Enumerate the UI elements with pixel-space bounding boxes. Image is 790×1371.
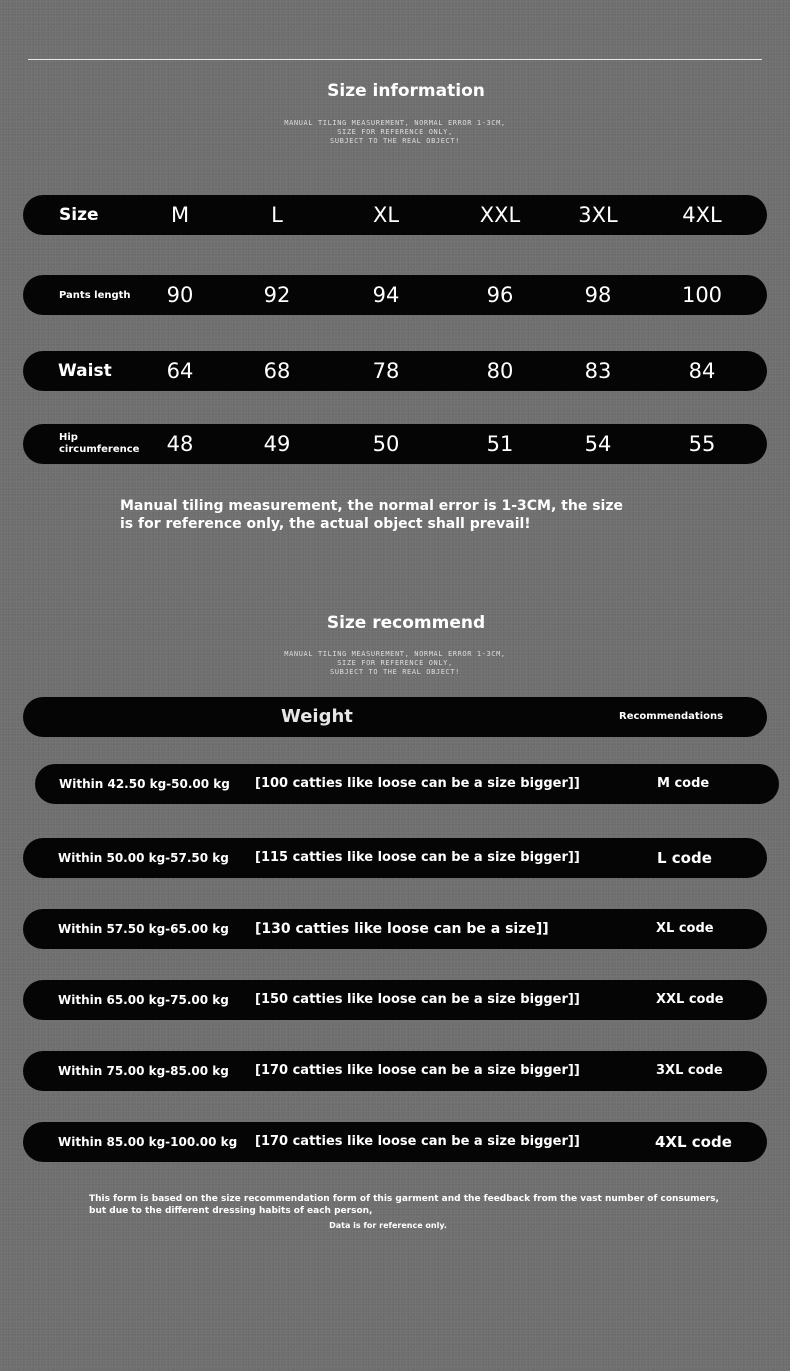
size-header-4xl: 4XL [682,203,722,227]
table-cell: 80 [486,359,514,383]
table-cell: 50 [372,432,400,456]
recommend-row [23,1122,767,1162]
size-advice: [150 catties like loose can be a size bigger]] [255,992,580,1007]
size-advice: [170 catties like loose can be a size bigger]] [255,1134,580,1149]
footnote-reference: Data is for reference only. [329,1221,447,1230]
size-code: M code [657,776,710,791]
note-line: is for reference only, the actual object shall prevail! [120,516,531,532]
table-cell: 68 [263,359,291,383]
size-recommend-subtext [0,650,790,677]
size-header-row [23,195,767,235]
measurement-note [120,497,640,533]
size-header-3xl: 3XL [578,203,618,227]
size-header-l: L [271,203,283,227]
size-advice: [130 catties like loose can be a size]] [255,921,549,937]
size-code: 4XL code [655,1133,732,1151]
weight-range: Within 42.50 kg-50.00 kg [59,777,230,791]
size-advice: [115 catties like loose can be a size bigger]] [255,850,580,865]
size-info-subtext [0,119,790,146]
size-header-xl: XL [372,203,400,227]
size-advice: [170 catties like loose can be a size bigger]] [255,1063,580,1078]
table-cell: 48 [166,432,194,456]
table-cell: 51 [486,432,514,456]
weight-range: Within 85.00 kg-100.00 kg [58,1135,238,1149]
size-code: L code [657,849,712,867]
row-label-line: circumference [59,444,140,455]
table-cell: 96 [486,283,514,307]
size-row-waist [23,351,767,391]
table-cell: 92 [263,283,291,307]
size-code: 3XL code [656,1063,723,1078]
table-cell: 55 [688,432,716,456]
footnote [89,1193,729,1217]
subtext-line: MANUAL TILING MEASUREMENT, NORMAL ERROR 1-3CM, [284,650,506,658]
table-cell: 94 [372,283,400,307]
recommend-row [23,838,767,878]
subtext-line: SIZE FOR REFERENCE ONLY, [337,128,453,136]
weight-range: Within 57.50 kg-65.00 kg [58,922,229,936]
row-label: Pants length [59,289,131,301]
footnote-line: but due to the different dressing habits of each person, [89,1206,373,1216]
table-cell: 54 [584,432,612,456]
recommend-header-row [23,697,767,737]
table-cell: 84 [688,359,716,383]
size-header-xxl: XXL [479,203,521,227]
table-cell: 83 [584,359,612,383]
size-advice: [100 catties like loose can be a size bigger]] [255,776,580,791]
size-header-m: M [170,203,190,227]
row-label [59,424,139,464]
table-cell: 100 [681,283,723,307]
divider-line [28,59,762,60]
subtext-line: SUBJECT TO THE REAL OBJECT! [330,668,460,676]
table-cell: 90 [166,283,194,307]
table-cell: 78 [372,359,400,383]
recommend-row [23,909,767,949]
subtext-line: SUBJECT TO THE REAL OBJECT! [330,137,460,145]
recommend-row [35,764,779,804]
row-label: Waist [58,361,112,381]
size-row-hip [23,424,767,464]
table-cell: 98 [584,283,612,307]
weight-range: Within 75.00 kg-85.00 kg [58,1064,229,1078]
size-code: XL code [656,921,714,936]
size-info-title: Size information [327,81,485,101]
subtext-line: MANUAL TILING MEASUREMENT, NORMAL ERROR 1-3CM, [284,119,506,127]
recommend-row [23,1051,767,1091]
weight-range: Within 50.00 kg-57.50 kg [58,851,229,865]
table-cell: 49 [263,432,291,456]
recommend-row [23,980,767,1020]
subtext-line: SIZE FOR REFERENCE ONLY, [337,659,453,667]
size-header-label: Size [59,205,99,225]
weight-range: Within 65.00 kg-75.00 kg [58,993,229,1007]
size-row-pants-length [23,275,767,315]
weight-header: Weight [281,706,353,727]
row-label-line: Hip [59,432,78,443]
recommendations-header: Recommendations [619,711,724,722]
table-cell: 64 [166,359,194,383]
note-line: Manual tiling measurement, the normal error is 1-3CM, the size [120,498,623,514]
size-recommend-title: Size recommend [326,613,486,633]
size-code: XXL code [656,992,724,1007]
footnote-line: This form is based on the size recommendation form of this garment and the feedback from the vast number of consumers, [89,1194,719,1204]
